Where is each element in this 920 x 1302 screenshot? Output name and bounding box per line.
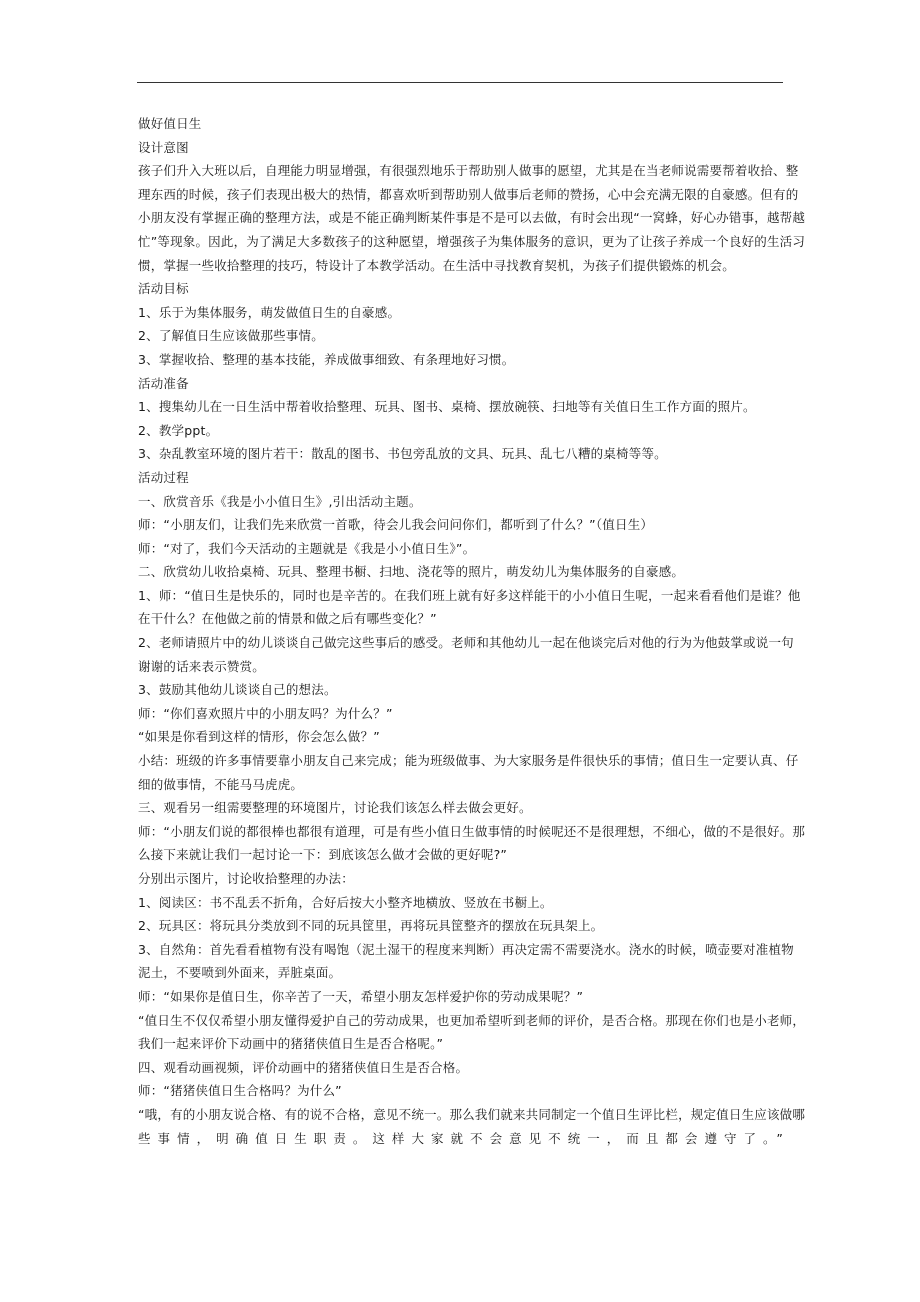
text-line: 三、观看另一组需要整理的环境图片，讨论我们该怎么样去做会更好。 xyxy=(138,800,532,816)
text-line: 细的做事情，不能马马虎虎。 xyxy=(138,776,304,792)
text-line: 二、欣赏幼儿收拾桌椅、玩具、整理书橱、扫地、浇花等的照片，萌发幼儿为集体服务的自豪感。 xyxy=(138,564,685,580)
text-line: 我们一起来评价下动画中的猪猪侠值日生是否合格呢。” xyxy=(138,1036,444,1052)
text-line: 理东西的时候，孩子们表现出极大的热情，都喜欢听到帮助别人做事后老师的赞扬，心中会充满无限的自豪感。但有的 xyxy=(138,186,799,202)
text-line: 3、自然角：首先看看植物有没有喝饱（泥土湿干的程度来判断）再决定需不需要浇水。浇水的时候，喷壶要对准植物 xyxy=(138,941,794,957)
text-line: 小朋友没有掌握正确的整理方法，或是不能正确判断某件事是不是可以去做，有时会出现“一窝蜂，好心办错事，越帮越 xyxy=(138,210,806,226)
text-line: 师：“小朋友们说的都很棒也都很有道理，可是有些小值日生做事情的时候呢还不是很理想，不细心，做的不是很好。那 xyxy=(138,823,806,839)
text-line: 师：“对了，我们今天活动的主题就是《我是小小值日生》”。 xyxy=(138,540,476,556)
text-line: 3、掌握收拾、整理的基本技能，养成做事细致、有条理地好习惯。 xyxy=(138,351,515,367)
text-line: 2、教学ppt。 xyxy=(138,422,219,438)
text-line: 孩子们升入大班以后，自理能力明显增强，有很强烈地乐于帮助别人做事的愿望，尤其是在当老师说需要帮着收拾、整 xyxy=(138,163,799,179)
document-body xyxy=(138,112,806,1150)
text-line: 小结：班级的许多事情要靠小朋友自己来完成；能为班级做事、为大家服务是件很快乐的事情；值日生一定要认真、仔 xyxy=(138,753,799,769)
text-line: 3、鼓励其他幼儿谈谈自己的想法。 xyxy=(138,682,337,698)
text-line: 师：“你们喜欢照片中的小朋友吗？为什么？” xyxy=(138,705,393,721)
text-line: 些事情，明确值日生职责。这样大家就不会意见不统一，而且都会遵守了。” xyxy=(138,1130,783,1146)
text-line: 设计意图 xyxy=(138,139,189,155)
text-line: 2、了解值日生应该做那些事情。 xyxy=(138,328,324,344)
text-line: 谢谢的话来表示赞赏。 xyxy=(138,658,266,674)
text-line: 活动准备 xyxy=(138,375,189,391)
text-line: 1、乐于为集体服务，萌发做值日生的自豪感。 xyxy=(138,304,401,320)
text-line: 么接下来就让我们一起讨论一下：到底该怎么做才会做的更好呢?” xyxy=(138,847,508,863)
text-line: 四、观看动画视频，评价动画中的猪猪侠值日生是否合格。 xyxy=(138,1059,469,1075)
text-line: 1、搜集幼儿在一日生活中帮着收拾整理、玩具、图书、桌椅、摆放碗筷、扫地等有关值日生工作方面的照片。 xyxy=(138,399,756,415)
text-line: 1、阅读区：书不乱丢不折角，合好后按大小整齐地横放、竖放在书橱上。 xyxy=(138,894,553,910)
text-line: 活动过程 xyxy=(138,469,189,485)
text-line: 泥土，不要喷到外面来，弄脏桌面。 xyxy=(138,965,342,981)
text-line: 师：“如果你是值日生，你辛苦了一天，希望小朋友怎样爱护你的劳动成果呢？” xyxy=(138,988,584,1004)
text-line: “哦，有的小朋友说合格、有的说不合格，意见不统一。那么我们就来共同制定一个值日生评比栏，规定值日生应该做哪 xyxy=(138,1106,806,1122)
header-rule xyxy=(137,82,783,83)
text-line: “值日生不仅仅希望小朋友懂得爱护自己的劳动成果，也更加希望听到老师的评价，是否合格。那现在你们也是小老师， xyxy=(138,1012,806,1028)
document-lines xyxy=(138,136,806,1151)
text-line: 2、玩具区：将玩具分类放到不同的玩具筐里，再将玩具筐整齐的摆放在玩具架上。 xyxy=(138,918,604,934)
text-line: 忙”等现象。因此，为了满足大多数孩子的这种愿望，增强孩子为集体服务的意识，更为了让孩子养成一个良好的生活习 xyxy=(138,233,806,249)
text-line: 一、欣赏音乐《我是小小值日生》,引出活动主题。 xyxy=(138,493,422,509)
text-line: 1、师：“值日生是快乐的，同时也是辛苦的。在我们班上就有好多这样能干的小小值日生呢，一起来看看他们是谁？他 xyxy=(138,587,801,603)
text-line: 惯，掌握一些收拾整理的技巧，特设计了本教学活动。在生活中寻找教育契机，为孩子们提供锻炼的机会。 xyxy=(138,257,735,273)
text-line: “如果是你看到这样的情形，你会怎么做？” xyxy=(138,729,380,745)
text-line: 师：“小朋友们，让我们先来欣赏一首歌，待会儿我会问问你们，都听到了什么？”（值日生） xyxy=(138,517,654,533)
text-line: 活动目标 xyxy=(138,281,189,297)
document-title: 做好值日生 xyxy=(138,116,202,131)
text-line: 3、杂乱教室环境的图片若干：散乱的图书、书包旁乱放的文具、玩具、乱七八糟的桌椅等等。 xyxy=(138,446,667,462)
text-line: 分别出示图片，讨论收拾整理的办法： xyxy=(138,871,354,886)
text-line: 在干什么？在他做之前的情景和做之后有哪些变化？” xyxy=(138,611,437,627)
text-line: 2、老师请照片中的幼儿谈谈自己做完这些事后的感受。老师和其他幼儿一起在他谈完后对他的行为为他鼓掌或说一句 xyxy=(138,635,794,651)
text-line: 师：“猪猪侠值日生合格吗？为什么” xyxy=(138,1083,342,1099)
